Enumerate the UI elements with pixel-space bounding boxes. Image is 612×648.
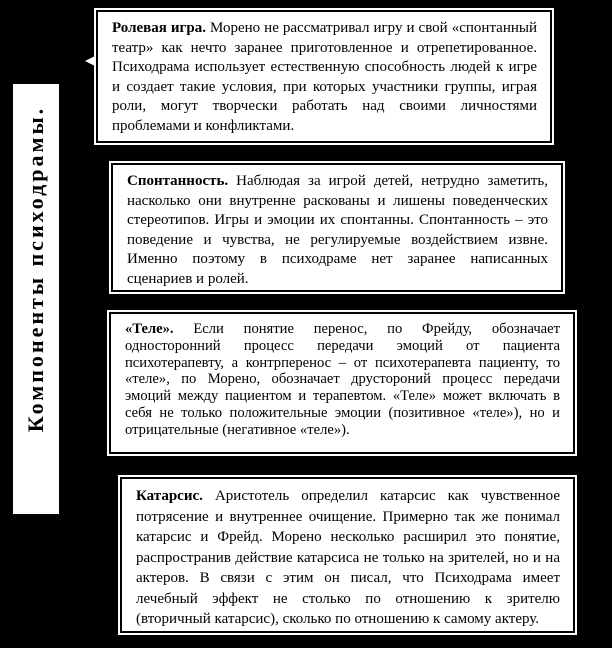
box-spontaneity <box>111 163 563 292</box>
box-title: Спонтанность. <box>127 173 229 189</box>
box-text <box>113 165 561 295</box>
box-title: Катарсис. <box>136 488 203 504</box>
box-text <box>98 12 550 142</box>
box-title: Ролевая игра. <box>112 20 206 36</box>
box-body: Наблюдая за игрой детей, нетрудно заметить, насколько они внутренне раскованы и лишены поведенческих стереотипов. Игры и эмоции их спонтанны. Спонтанность – это поведение и чувства, не регулируемые воздействием извне. Именно поэтому в психодраме нет заранее написанных сценариев и ролей. <box>127 173 548 287</box>
box-body: Аристотель определил катарсис как чувственное потрясение и внутреннее очищение. Примерно так же понимал катарсис и Фрейд. Морено несколько расширил это понятие, распространив действие катарсиса не только на зрителей, но и на актеров. В связи с этим он писал, что Психодрама имеет лечебный эффект не столько по отношению к зрителю (вторичный катарсис), сколько по отношению к самому актеру. <box>136 488 560 627</box>
side-label-strip <box>13 84 59 514</box>
box-tele <box>109 312 575 454</box>
box-body: Морено не рассматривал игру и свой «спонтанный театр» как нечто заранее приготовленное и отрепетированное. Психодрама использует естественную способность людей к игре и создает такие условия, при которых участники группы, играя роли, могут творчески работать над своими личностями проблемами и конфликтами. <box>112 20 537 134</box>
box-catharsis <box>120 477 575 633</box>
box-body: Если понятие перенос, по Фрейду, обозначает односторонний процесс передачи эмоций от пациента психотерапевту, а контрперенос – от психотерапевта пациенту, то «теле», по Морено, обозначает друстороний процесс передачи эмоций между пациентом и терапевтом. «Теле» может включать в себя не только положительные эмоции (позитивное «теле»), но и отрицательные (негативное «теле»). <box>125 321 561 438</box>
box-text <box>111 314 573 445</box>
box-role-play <box>96 10 552 143</box>
box-title: «Теле». <box>125 321 174 337</box>
box-text <box>122 479 573 636</box>
side-label-text: Компоненты психодрамы. <box>23 105 48 433</box>
